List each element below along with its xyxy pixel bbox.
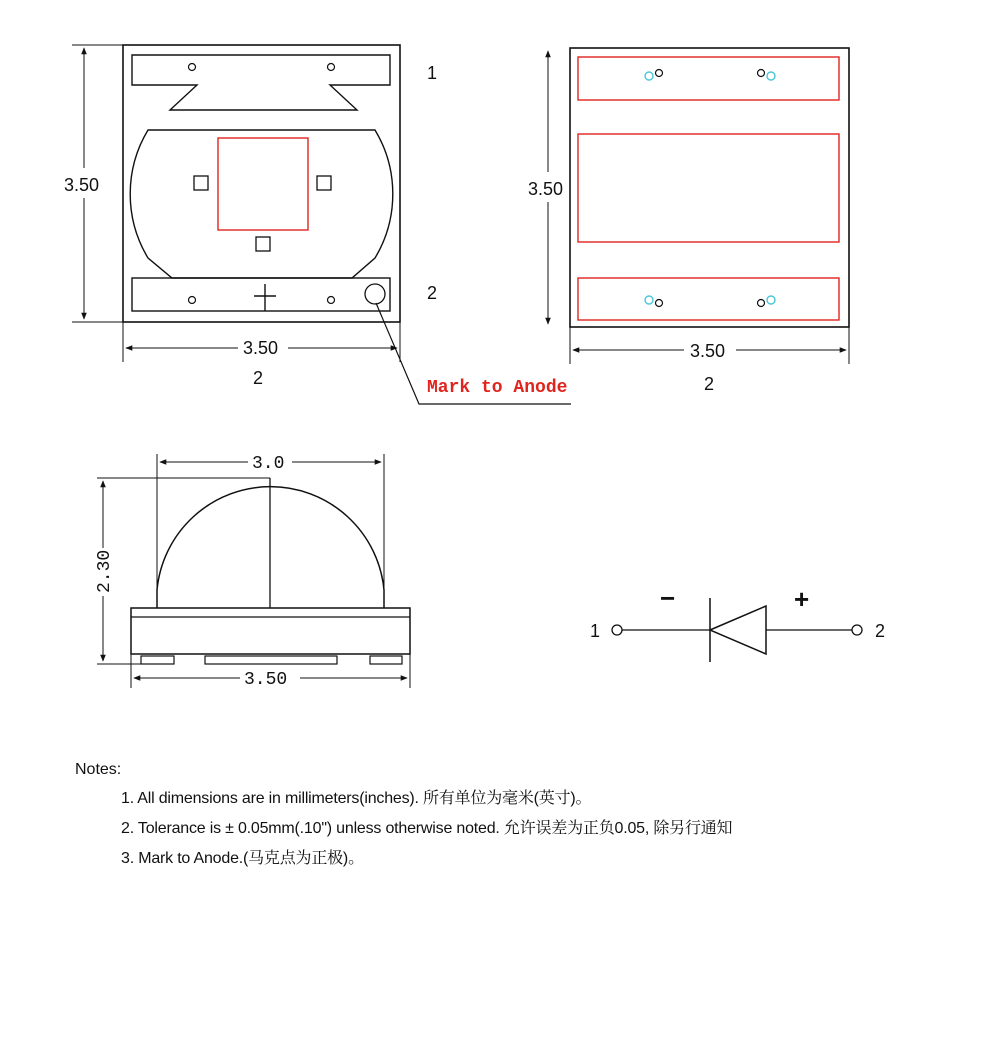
side-view-lens-width-label: 3.0 — [252, 454, 285, 474]
top-view-width-label: 3.50 — [243, 338, 279, 358]
top-view-bond-pad — [317, 176, 331, 190]
bottom-view-center-pad — [578, 134, 839, 242]
side-view-solder-pad — [205, 656, 337, 664]
top-view-hole — [328, 297, 335, 304]
bottom-view-hole — [758, 300, 765, 307]
notes-title: Notes: — [75, 761, 122, 778]
note-item: 3. Mark to Anode.(马克点为正极)。 — [121, 850, 364, 867]
top-view-bond-pad — [194, 176, 208, 190]
top-view-pin-2-label: 2 — [427, 283, 438, 303]
top-view — [64, 45, 571, 404]
schematic-plus-label: + — [794, 584, 810, 614]
bottom-view — [528, 48, 849, 394]
bottom-view-hole — [758, 70, 765, 77]
schematic-minus-label: − — [660, 583, 676, 613]
bottom-view-via — [645, 72, 653, 80]
note-item: 1. All dimensions are in millimeters(inches). 所有单位为毫米(英寸)。 — [121, 790, 592, 807]
bottom-view-via — [767, 72, 775, 80]
schematic-pin-2-label: 2 — [875, 621, 886, 641]
side-view-package-body — [131, 608, 410, 654]
top-view-package-outline — [123, 45, 400, 322]
top-view-bond-pad — [256, 237, 270, 251]
bottom-view-height-label: 3.50 — [528, 179, 564, 199]
top-view-die — [218, 138, 308, 230]
top-view-pin-1-label: 1 — [427, 63, 438, 83]
top-view-anode-plus-mark — [254, 284, 276, 311]
bottom-view-hole — [656, 300, 663, 307]
notes-section — [75, 761, 975, 875]
schematic-pin-1-label: 1 — [590, 621, 601, 641]
bottom-view-label: 2 — [704, 374, 715, 394]
side-view-height-label: 2.30 — [95, 549, 115, 593]
top-view-lower-pad — [132, 278, 390, 311]
top-view-hole — [189, 297, 196, 304]
bottom-view-hole — [656, 70, 663, 77]
mark-to-anode-callout: Mark to Anode — [427, 378, 568, 398]
diode-triangle — [710, 606, 766, 654]
top-view-hole — [328, 64, 335, 71]
top-view-thermal-pad — [130, 130, 393, 278]
schematic-pin-1-terminal — [612, 625, 622, 635]
top-view-upper-pad — [132, 55, 390, 110]
note-item: 2. Tolerance is ± 0.05mm(.10") unless otherwise noted. 允许误差为正负0.05, 除另行通知 — [121, 820, 733, 837]
bottom-view-package-outline — [570, 48, 849, 327]
bottom-view-via — [767, 296, 775, 304]
top-view-height-label: 3.50 — [64, 175, 100, 195]
top-view-anode-mark — [365, 284, 385, 304]
side-view — [95, 454, 410, 690]
top-view-label: 2 — [253, 368, 264, 388]
bottom-view-via — [645, 296, 653, 304]
side-view-solder-pad — [141, 656, 174, 664]
bottom-view-lower-pad — [578, 278, 839, 320]
bottom-view-upper-pad — [578, 57, 839, 100]
side-view-solder-pad — [370, 656, 402, 664]
top-view-hole — [189, 64, 196, 71]
bottom-view-width-label: 3.50 — [690, 341, 726, 361]
diode-schematic — [590, 583, 885, 662]
side-view-base-width-label: 3.50 — [244, 670, 288, 690]
schematic-pin-2-terminal — [852, 625, 862, 635]
